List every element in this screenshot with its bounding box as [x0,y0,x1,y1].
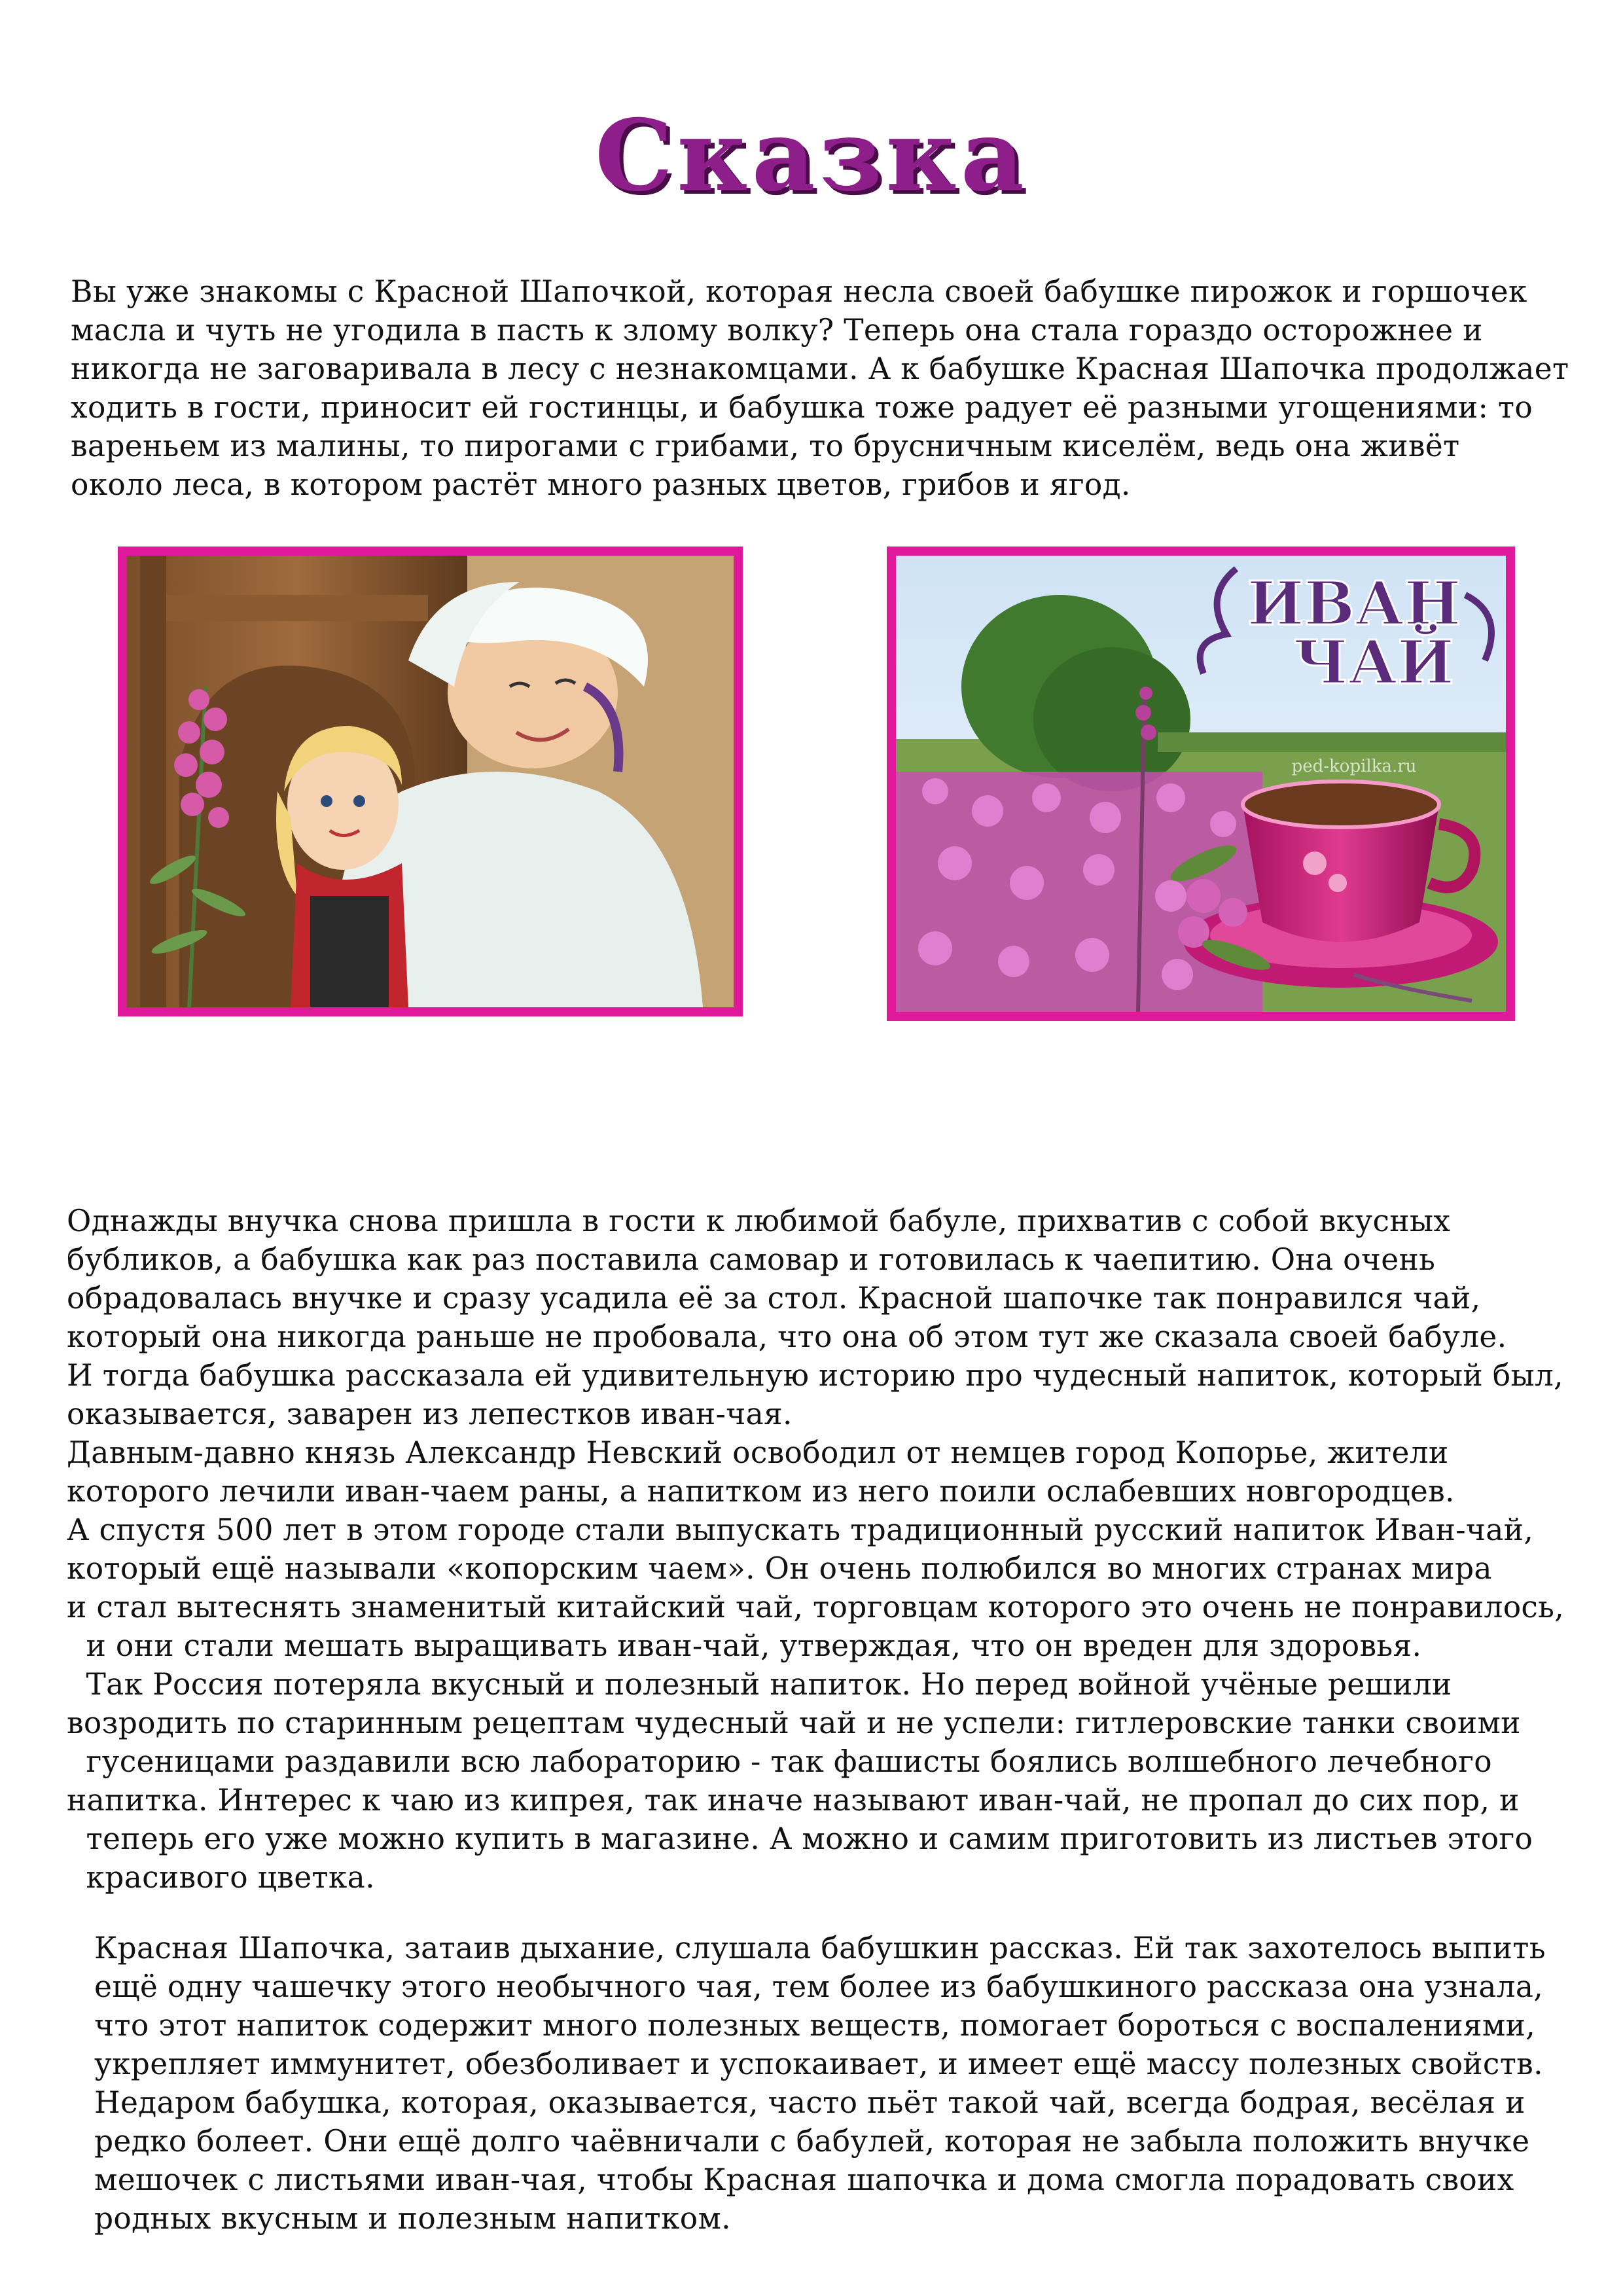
paragraph-intro [71,234,1569,504]
ivan-chai-tea-image [887,547,1515,1021]
text-line: ещё одну чашечку этого необычного чая, тем более из бабушкиного рассказа она узнала, [94,1969,1544,2004]
text-line: Вы уже знакомы с Красной Шапочкой, которая несла своей бабушке пирожок и горшочек [71,274,1527,309]
text-line: Красная Шапочка, затаив дыхание, слушала бабушкин рассказ. Ей так захотелось выпить [94,1931,1546,1965]
text-line: редко болеет. Они ещё долго чаёвничали с бабулей, которая не забыла положить внучке [94,2124,1530,2159]
paragraph-story [67,1163,1564,1897]
text-line: ходить в гости, приносит ей гостинцы, и бабушка тоже радует её разными угощениями: то [71,390,1533,425]
text-line: родных вкусным и полезным напитком. [94,2201,731,2236]
text-line: бубликов, а бабушка как раз поставила самовар и готовилась к чаепитию. Она очень [67,1242,1436,1277]
text-line: и стал вытеснять знаменитый китайский чай, торговцам которого это очень не понравилось, [67,1590,1565,1624]
logo-text: ИВАН [1247,568,1461,639]
illustration-grandmother-image [118,547,743,1016]
text-line: гусеницами раздавили всю лабораторию - так фашисты боялись волшебного лечебного [67,1744,1492,1779]
text-line: обрадовалась внучке и сразу усадила её за стол. Красной шапочке так понравился чай, [67,1281,1481,1316]
text-line: укрепляет иммунитет, обезболивает и успокаивает, и имеет ещё массу полезных свойств. [94,2047,1543,2081]
text-line: которого лечили иван-чаем раны, а напитком из него поили ослабевших новгородцев. [67,1474,1455,1509]
logo-text: ЧАЙ [1293,627,1454,698]
illustration-icon [127,556,734,1007]
text-line: который она никогда раньше не пробовала, что она об этом тут же сказала своей бабуле. [67,1319,1507,1354]
text-line: вареньем из малины, то пирогами с грибами, то брусничным киселём, ведь она живёт [71,429,1460,463]
text-line: масла и чуть не угодила в пасть к злому волку? Теперь она стала гораздо осторожнее и [71,313,1483,348]
text-line: возродить по старинным рецептам чудесный чай и не успели: гитлеровские танки своими [67,1706,1521,1740]
text-line: и они стали мешать выращивать иван-чай, утверждая, что он вреден для здоровья. [67,1628,1422,1663]
text-line: что этот напиток содержит много полезных веществ, помогает бороться с воспалениями, [94,2008,1536,2043]
text-line: который ещё называли «копорским чаем». Он очень полюбился во многих странах мира [67,1551,1492,1586]
text-line: никогда не заговаривала в лесу с незнакомцами. А к бабушке Красная Шапочка продолжает [71,351,1569,386]
text-line: Давным-давно князь Александр Невский освободил от немцев город Копорье, жители [67,1435,1449,1470]
paragraph-ending [94,1890,1546,2238]
text-line: А спустя 500 лет в этом городе стали выпускать традиционный русский напиток Иван-чай, [67,1513,1534,1547]
page-title: Сказка [594,98,1029,213]
text-line: И тогда бабушка рассказала ей удивительную историю про чудесный напиток, который был, [67,1358,1563,1393]
text-line: теперь его уже можно купить в магазине. А можно и самим приготовить из листьев этого [67,1821,1533,1856]
text-line: оказывается, заварен из лепестков иван-чая. [67,1397,793,1431]
text-line: Однажды внучка снова пришла в гости к любимой бабуле, прихватив с собой вкусных [67,1204,1451,1238]
text-line: около леса, в котором растёт много разных цветов, грибов и ягод. [71,467,1131,502]
text-line: красивого цветка. [67,1860,375,1895]
text-line: мешочек с листьями иван-чая, чтобы Красная шапочка и дома смогла порадовать своих [94,2162,1514,2197]
watermark-text: ped-kopilka.ru [1291,757,1417,776]
text-line: Недаром бабушка, которая, оказывается, часто пьёт такой чай, всегда бодрая, весёлая и [94,2085,1525,2120]
text-line: Так Россия потеряла вкусный и полезный напиток. Но перед войной учёные решили [67,1667,1452,1702]
text-line: напитка. Интерес к чаю из кипрея, так иначе называют иван-чай, не пропал до сих пор, и [67,1783,1520,1818]
